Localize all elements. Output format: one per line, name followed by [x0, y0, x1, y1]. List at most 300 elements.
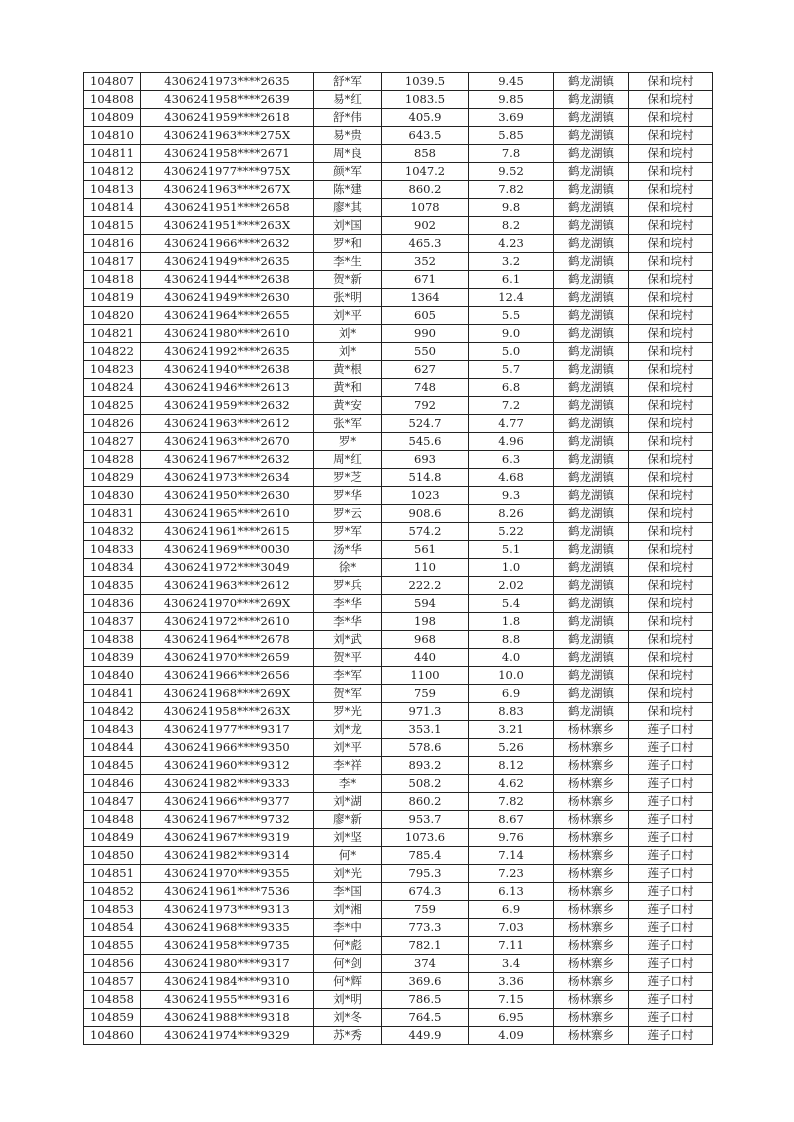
value-cell: 6.13: [469, 883, 554, 901]
village-cell: 保和垸村: [629, 451, 713, 469]
amount-cell: 524.7: [382, 415, 469, 433]
township-cell: 鹤龙湖镇: [554, 685, 629, 703]
table-row: [84, 343, 713, 361]
id-number-cell: 4306241977****975X: [141, 163, 314, 181]
value-cell: 6.8: [469, 379, 554, 397]
amount-cell: 1083.5: [382, 91, 469, 109]
amount-cell: 908.6: [382, 505, 469, 523]
village-cell: 莲子口村: [629, 883, 713, 901]
record-id-cell: 104831: [84, 505, 141, 523]
name-cell: 刘*: [314, 325, 382, 343]
id-number-cell: 4306241982****9333: [141, 775, 314, 793]
record-id-cell: 104827: [84, 433, 141, 451]
village-cell: 保和垸村: [629, 613, 713, 631]
record-id-cell: 104812: [84, 163, 141, 181]
village-cell: 保和垸村: [629, 361, 713, 379]
table-row: [84, 865, 713, 883]
table-row: [84, 541, 713, 559]
value-cell: 9.52: [469, 163, 554, 181]
id-number-cell: 4306241970****269X: [141, 595, 314, 613]
table-row: [84, 307, 713, 325]
table-row: [84, 325, 713, 343]
amount-cell: 550: [382, 343, 469, 361]
village-cell: 保和垸村: [629, 325, 713, 343]
table-row: [84, 991, 713, 1009]
value-cell: 7.2: [469, 397, 554, 415]
township-cell: 鹤龙湖镇: [554, 73, 629, 91]
table-row: [84, 433, 713, 451]
id-number-cell: 4306241961****2615: [141, 523, 314, 541]
name-cell: 何*彪: [314, 937, 382, 955]
township-cell: 鹤龙湖镇: [554, 649, 629, 667]
table-row: [84, 145, 713, 163]
value-cell: 8.2: [469, 217, 554, 235]
table-row: [84, 829, 713, 847]
village-cell: 保和垸村: [629, 523, 713, 541]
amount-cell: 1364: [382, 289, 469, 307]
amount-cell: 465.3: [382, 235, 469, 253]
table-row: [84, 973, 713, 991]
id-number-cell: 4306241951****2658: [141, 199, 314, 217]
name-cell: 刘*坚: [314, 829, 382, 847]
township-cell: 鹤龙湖镇: [554, 415, 629, 433]
name-cell: 周*红: [314, 451, 382, 469]
record-id-cell: 104814: [84, 199, 141, 217]
record-id-cell: 104850: [84, 847, 141, 865]
amount-cell: 759: [382, 685, 469, 703]
name-cell: 罗*华: [314, 487, 382, 505]
amount-cell: 1039.5: [382, 73, 469, 91]
amount-cell: 786.5: [382, 991, 469, 1009]
township-cell: 鹤龙湖镇: [554, 181, 629, 199]
amount-cell: 374: [382, 955, 469, 973]
name-cell: 舒*军: [314, 73, 382, 91]
id-number-cell: 4306241977****9317: [141, 721, 314, 739]
value-cell: 4.96: [469, 433, 554, 451]
value-cell: 7.8: [469, 145, 554, 163]
township-cell: 杨林寨乡: [554, 775, 629, 793]
village-cell: 莲子口村: [629, 865, 713, 883]
record-id-cell: 104832: [84, 523, 141, 541]
village-cell: 保和垸村: [629, 379, 713, 397]
township-cell: 杨林寨乡: [554, 739, 629, 757]
id-number-cell: 4306241966****2632: [141, 235, 314, 253]
id-number-cell: 4306241965****2610: [141, 505, 314, 523]
village-cell: 莲子口村: [629, 1009, 713, 1027]
name-cell: 刘*湖: [314, 793, 382, 811]
value-cell: 8.26: [469, 505, 554, 523]
record-id-cell: 104846: [84, 775, 141, 793]
village-cell: 保和垸村: [629, 487, 713, 505]
name-cell: 罗*芝: [314, 469, 382, 487]
id-number-cell: 4306241958****2671: [141, 145, 314, 163]
township-cell: 鹤龙湖镇: [554, 523, 629, 541]
table-row: [84, 883, 713, 901]
table-row: [84, 595, 713, 613]
record-id-cell: 104822: [84, 343, 141, 361]
township-cell: 鹤龙湖镇: [554, 595, 629, 613]
value-cell: 3.36: [469, 973, 554, 991]
amount-cell: 405.9: [382, 109, 469, 127]
record-id-cell: 104816: [84, 235, 141, 253]
name-cell: 李*: [314, 775, 382, 793]
record-id-cell: 104815: [84, 217, 141, 235]
village-cell: 莲子口村: [629, 955, 713, 973]
record-id-cell: 104840: [84, 667, 141, 685]
township-cell: 鹤龙湖镇: [554, 145, 629, 163]
township-cell: 鹤龙湖镇: [554, 343, 629, 361]
name-cell: 李*生: [314, 253, 382, 271]
table-row: [84, 703, 713, 721]
village-cell: 保和垸村: [629, 397, 713, 415]
record-id-cell: 104838: [84, 631, 141, 649]
value-cell: 8.8: [469, 631, 554, 649]
village-cell: 保和垸村: [629, 703, 713, 721]
township-cell: 杨林寨乡: [554, 937, 629, 955]
table-row: [84, 955, 713, 973]
record-id-cell: 104855: [84, 937, 141, 955]
record-id-cell: 104808: [84, 91, 141, 109]
township-cell: 鹤龙湖镇: [554, 361, 629, 379]
name-cell: 苏*秀: [314, 1027, 382, 1045]
village-cell: 莲子口村: [629, 991, 713, 1009]
name-cell: 陈*建: [314, 181, 382, 199]
name-cell: 刘*湘: [314, 901, 382, 919]
village-cell: 莲子口村: [629, 829, 713, 847]
village-cell: 保和垸村: [629, 73, 713, 91]
amount-cell: 759: [382, 901, 469, 919]
village-cell: 保和垸村: [629, 199, 713, 217]
amount-cell: 773.3: [382, 919, 469, 937]
amount-cell: 953.7: [382, 811, 469, 829]
amount-cell: 968: [382, 631, 469, 649]
record-id-cell: 104830: [84, 487, 141, 505]
record-id-cell: 104817: [84, 253, 141, 271]
village-cell: 保和垸村: [629, 685, 713, 703]
id-number-cell: 4306241967****9319: [141, 829, 314, 847]
record-id-cell: 104854: [84, 919, 141, 937]
record-id-cell: 104852: [84, 883, 141, 901]
id-number-cell: 4306241969****0030: [141, 541, 314, 559]
township-cell: 鹤龙湖镇: [554, 703, 629, 721]
table-row: [84, 919, 713, 937]
township-cell: 杨林寨乡: [554, 721, 629, 739]
village-cell: 保和垸村: [629, 253, 713, 271]
township-cell: 鹤龙湖镇: [554, 235, 629, 253]
record-id-cell: 104820: [84, 307, 141, 325]
id-number-cell: 4306241973****2635: [141, 73, 314, 91]
amount-cell: 574.2: [382, 523, 469, 541]
name-cell: 张*明: [314, 289, 382, 307]
village-cell: 保和垸村: [629, 271, 713, 289]
amount-cell: 222.2: [382, 577, 469, 595]
village-cell: 保和垸村: [629, 577, 713, 595]
record-id-cell: 104841: [84, 685, 141, 703]
record-id-cell: 104811: [84, 145, 141, 163]
value-cell: 6.3: [469, 451, 554, 469]
record-id-cell: 104810: [84, 127, 141, 145]
township-cell: 鹤龙湖镇: [554, 109, 629, 127]
table-row: [84, 451, 713, 469]
table-row: [84, 613, 713, 631]
record-id-cell: 104825: [84, 397, 141, 415]
name-cell: 何*辉: [314, 973, 382, 991]
value-cell: 5.5: [469, 307, 554, 325]
id-number-cell: 4306241973****9313: [141, 901, 314, 919]
table-row: [84, 289, 713, 307]
village-cell: 莲子口村: [629, 757, 713, 775]
township-cell: 杨林寨乡: [554, 847, 629, 865]
township-cell: 杨林寨乡: [554, 1027, 629, 1045]
id-number-cell: 4306241984****9310: [141, 973, 314, 991]
township-cell: 杨林寨乡: [554, 865, 629, 883]
record-id-cell: 104813: [84, 181, 141, 199]
id-number-cell: 4306241963****275X: [141, 127, 314, 145]
table-row: [84, 253, 713, 271]
name-cell: 易*贵: [314, 127, 382, 145]
township-cell: 鹤龙湖镇: [554, 541, 629, 559]
township-cell: 鹤龙湖镇: [554, 379, 629, 397]
amount-cell: 605: [382, 307, 469, 325]
table-row: [84, 937, 713, 955]
township-cell: 鹤龙湖镇: [554, 559, 629, 577]
value-cell: 5.26: [469, 739, 554, 757]
table-row: [84, 181, 713, 199]
township-cell: 鹤龙湖镇: [554, 163, 629, 181]
value-cell: 4.68: [469, 469, 554, 487]
amount-cell: 893.2: [382, 757, 469, 775]
value-cell: 6.95: [469, 1009, 554, 1027]
township-cell: 鹤龙湖镇: [554, 577, 629, 595]
id-number-cell: 4306241973****2634: [141, 469, 314, 487]
amount-cell: 795.3: [382, 865, 469, 883]
id-number-cell: 4306241963****2612: [141, 577, 314, 595]
township-cell: 鹤龙湖镇: [554, 271, 629, 289]
table-row: [84, 361, 713, 379]
table-row: [84, 91, 713, 109]
village-cell: 莲子口村: [629, 937, 713, 955]
village-cell: 保和垸村: [629, 649, 713, 667]
township-cell: 杨林寨乡: [554, 973, 629, 991]
value-cell: 1.0: [469, 559, 554, 577]
id-number-cell: 4306241940****2638: [141, 361, 314, 379]
township-cell: 杨林寨乡: [554, 757, 629, 775]
name-cell: 贺*军: [314, 685, 382, 703]
table-row: [84, 271, 713, 289]
id-number-cell: 4306241967****2632: [141, 451, 314, 469]
name-cell: 周*良: [314, 145, 382, 163]
record-id-cell: 104860: [84, 1027, 141, 1045]
name-cell: 黄*安: [314, 397, 382, 415]
table-row: [84, 109, 713, 127]
village-cell: 保和垸村: [629, 145, 713, 163]
name-cell: 刘*龙: [314, 721, 382, 739]
name-cell: 廖*其: [314, 199, 382, 217]
village-cell: 莲子口村: [629, 739, 713, 757]
township-cell: 鹤龙湖镇: [554, 127, 629, 145]
record-id-cell: 104847: [84, 793, 141, 811]
amount-cell: 674.3: [382, 883, 469, 901]
name-cell: 刘*平: [314, 307, 382, 325]
table-row: [84, 721, 713, 739]
amount-cell: 990: [382, 325, 469, 343]
data-table: [83, 72, 713, 1045]
village-cell: 保和垸村: [629, 433, 713, 451]
record-id-cell: 104851: [84, 865, 141, 883]
name-cell: 刘*光: [314, 865, 382, 883]
value-cell: 7.11: [469, 937, 554, 955]
value-cell: 5.1: [469, 541, 554, 559]
record-id-cell: 104826: [84, 415, 141, 433]
township-cell: 杨林寨乡: [554, 829, 629, 847]
id-number-cell: 4306241967****9732: [141, 811, 314, 829]
record-id-cell: 104823: [84, 361, 141, 379]
value-cell: 6.1: [469, 271, 554, 289]
value-cell: 9.3: [469, 487, 554, 505]
id-number-cell: 4306241944****2638: [141, 271, 314, 289]
village-cell: 保和垸村: [629, 181, 713, 199]
table-row: [84, 811, 713, 829]
village-cell: 保和垸村: [629, 415, 713, 433]
id-number-cell: 4306241958****263X: [141, 703, 314, 721]
record-id-cell: 104849: [84, 829, 141, 847]
id-number-cell: 4306241972****2610: [141, 613, 314, 631]
name-cell: 罗*云: [314, 505, 382, 523]
village-cell: 莲子口村: [629, 847, 713, 865]
id-number-cell: 4306241966****9377: [141, 793, 314, 811]
township-cell: 杨林寨乡: [554, 1009, 629, 1027]
id-number-cell: 4306241961****7536: [141, 883, 314, 901]
id-number-cell: 4306241964****2655: [141, 307, 314, 325]
record-id-cell: 104839: [84, 649, 141, 667]
table-row: [84, 397, 713, 415]
value-cell: 3.69: [469, 109, 554, 127]
value-cell: 5.0: [469, 343, 554, 361]
name-cell: 易*红: [314, 91, 382, 109]
id-number-cell: 4306241980****9317: [141, 955, 314, 973]
township-cell: 鹤龙湖镇: [554, 469, 629, 487]
table-row: [84, 685, 713, 703]
village-cell: 保和垸村: [629, 127, 713, 145]
name-cell: 贺*平: [314, 649, 382, 667]
id-number-cell: 4306241970****2659: [141, 649, 314, 667]
township-cell: 杨林寨乡: [554, 919, 629, 937]
amount-cell: 1100: [382, 667, 469, 685]
id-number-cell: 4306241968****9335: [141, 919, 314, 937]
village-cell: 保和垸村: [629, 307, 713, 325]
township-cell: 杨林寨乡: [554, 793, 629, 811]
township-cell: 鹤龙湖镇: [554, 487, 629, 505]
township-cell: 鹤龙湖镇: [554, 667, 629, 685]
amount-cell: 971.3: [382, 703, 469, 721]
id-number-cell: 4306241974****9329: [141, 1027, 314, 1045]
value-cell: 7.14: [469, 847, 554, 865]
value-cell: 4.62: [469, 775, 554, 793]
table-row: [84, 1009, 713, 1027]
id-number-cell: 4306241968****269X: [141, 685, 314, 703]
name-cell: 何*: [314, 847, 382, 865]
table-row: [84, 523, 713, 541]
township-cell: 鹤龙湖镇: [554, 307, 629, 325]
village-cell: 保和垸村: [629, 541, 713, 559]
id-number-cell: 4306241959****2632: [141, 397, 314, 415]
value-cell: 5.85: [469, 127, 554, 145]
value-cell: 5.7: [469, 361, 554, 379]
amount-cell: 1078: [382, 199, 469, 217]
name-cell: 罗*: [314, 433, 382, 451]
amount-cell: 860.2: [382, 181, 469, 199]
id-number-cell: 4306241966****9350: [141, 739, 314, 757]
value-cell: 9.76: [469, 829, 554, 847]
value-cell: 3.4: [469, 955, 554, 973]
table-row: [84, 793, 713, 811]
record-id-cell: 104821: [84, 325, 141, 343]
table-row: [84, 379, 713, 397]
value-cell: 2.02: [469, 577, 554, 595]
name-cell: 罗*和: [314, 235, 382, 253]
value-cell: 1.8: [469, 613, 554, 631]
table-row: [84, 469, 713, 487]
township-cell: 鹤龙湖镇: [554, 613, 629, 631]
name-cell: 刘*武: [314, 631, 382, 649]
name-cell: 李*中: [314, 919, 382, 937]
id-number-cell: 4306241964****2678: [141, 631, 314, 649]
township-cell: 鹤龙湖镇: [554, 397, 629, 415]
amount-cell: 578.6: [382, 739, 469, 757]
village-cell: 保和垸村: [629, 559, 713, 577]
record-id-cell: 104842: [84, 703, 141, 721]
amount-cell: 627: [382, 361, 469, 379]
id-number-cell: 4306241982****9314: [141, 847, 314, 865]
table-row: [84, 775, 713, 793]
township-cell: 杨林寨乡: [554, 883, 629, 901]
table-row: [84, 73, 713, 91]
name-cell: 汤*华: [314, 541, 382, 559]
record-id-cell: 104836: [84, 595, 141, 613]
amount-cell: 693: [382, 451, 469, 469]
table-row: [84, 199, 713, 217]
table-row: [84, 757, 713, 775]
township-cell: 杨林寨乡: [554, 955, 629, 973]
value-cell: 7.23: [469, 865, 554, 883]
township-cell: 鹤龙湖镇: [554, 289, 629, 307]
amount-cell: 514.8: [382, 469, 469, 487]
record-id-cell: 104807: [84, 73, 141, 91]
value-cell: 6.9: [469, 685, 554, 703]
name-cell: 黄*和: [314, 379, 382, 397]
id-number-cell: 4306241966****2656: [141, 667, 314, 685]
id-number-cell: 4306241958****2639: [141, 91, 314, 109]
village-cell: 保和垸村: [629, 109, 713, 127]
amount-cell: 561: [382, 541, 469, 559]
township-cell: 鹤龙湖镇: [554, 253, 629, 271]
value-cell: 8.12: [469, 757, 554, 775]
amount-cell: 785.4: [382, 847, 469, 865]
name-cell: 何*剑: [314, 955, 382, 973]
name-cell: 贺*新: [314, 271, 382, 289]
amount-cell: 782.1: [382, 937, 469, 955]
id-number-cell: 4306241980****2610: [141, 325, 314, 343]
name-cell: 李*祥: [314, 757, 382, 775]
amount-cell: 369.6: [382, 973, 469, 991]
township-cell: 杨林寨乡: [554, 811, 629, 829]
name-cell: 刘*冬: [314, 1009, 382, 1027]
id-number-cell: 4306241963****2612: [141, 415, 314, 433]
record-id-cell: 104856: [84, 955, 141, 973]
amount-cell: 352: [382, 253, 469, 271]
id-number-cell: 4306241946****2613: [141, 379, 314, 397]
value-cell: 3.2: [469, 253, 554, 271]
